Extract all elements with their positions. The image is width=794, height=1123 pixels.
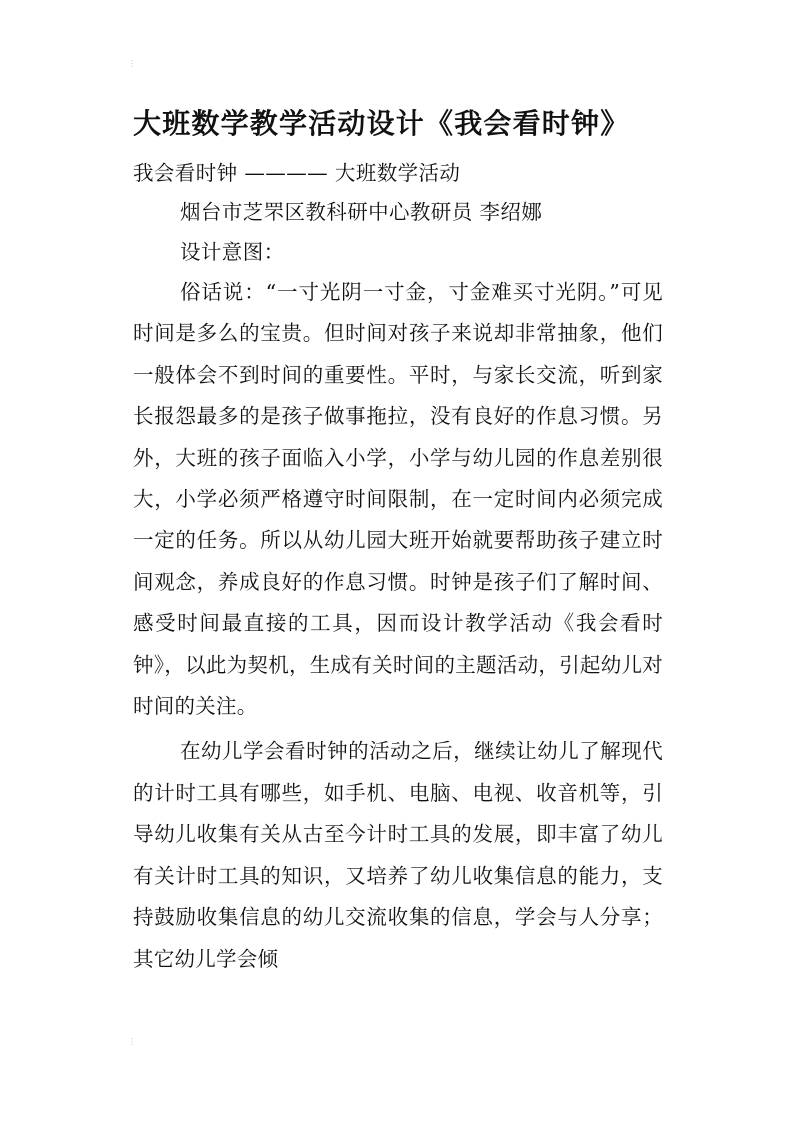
document-body (133, 100, 663, 980)
body-paragraph: 在幼儿学会看时钟的活动之后，继续让幼儿了解现代的计时工具有哪些，如手机、电脑、电视、收音机等，引导幼儿收集有关从古至今计时工具的发展，即丰富了幼儿有关计时工具的知识，又培养了幼儿收集信息的能力，支持鼓励收集信息的幼儿交流收集的信息，学会与人分享；其它幼儿学会倾 (133, 739, 663, 971)
author-line: 烟台市芝罘区教科研中心教研员 李绍娜 (180, 200, 543, 224)
corner-crop-mark-bottom: ⋮ (128, 1037, 136, 1046)
section-heading-design-intent: 设计意图： (180, 240, 285, 264)
body-paragraph: 俗话说：“一寸光阴一寸金，寸金难买寸光阴。”可见时间是多么的宝贵。但时间对孩子来说却非常抽象，他们一般体会不到时间的重要性。平时，与家长交流，听到家长报怨最多的是孩子做事拖拉，没有良好的作息习惯。另外，大班的孩子面临入小学，小学与幼儿园的作息差别很大，小学必须严格遵守时间限制，在一定时间内必须完成一定的任务。所以从幼儿园大班开始就要帮助孩子建立时间观念，养成良好的作息习惯。时钟是孩子们了解时间、感受时间最直接的工具，因而设计教学活动《我会看时钟》，以此为契机，生成有关时间的主题活动，引起幼儿对时间的关注。 (133, 280, 663, 719)
corner-crop-mark-top: ⋮ (128, 59, 136, 68)
document-title: 大班数学教学活动设计《我会看时钟》 (133, 107, 630, 140)
document-subtitle: 我会看时钟 ———— 大班数学活动 (133, 161, 461, 185)
